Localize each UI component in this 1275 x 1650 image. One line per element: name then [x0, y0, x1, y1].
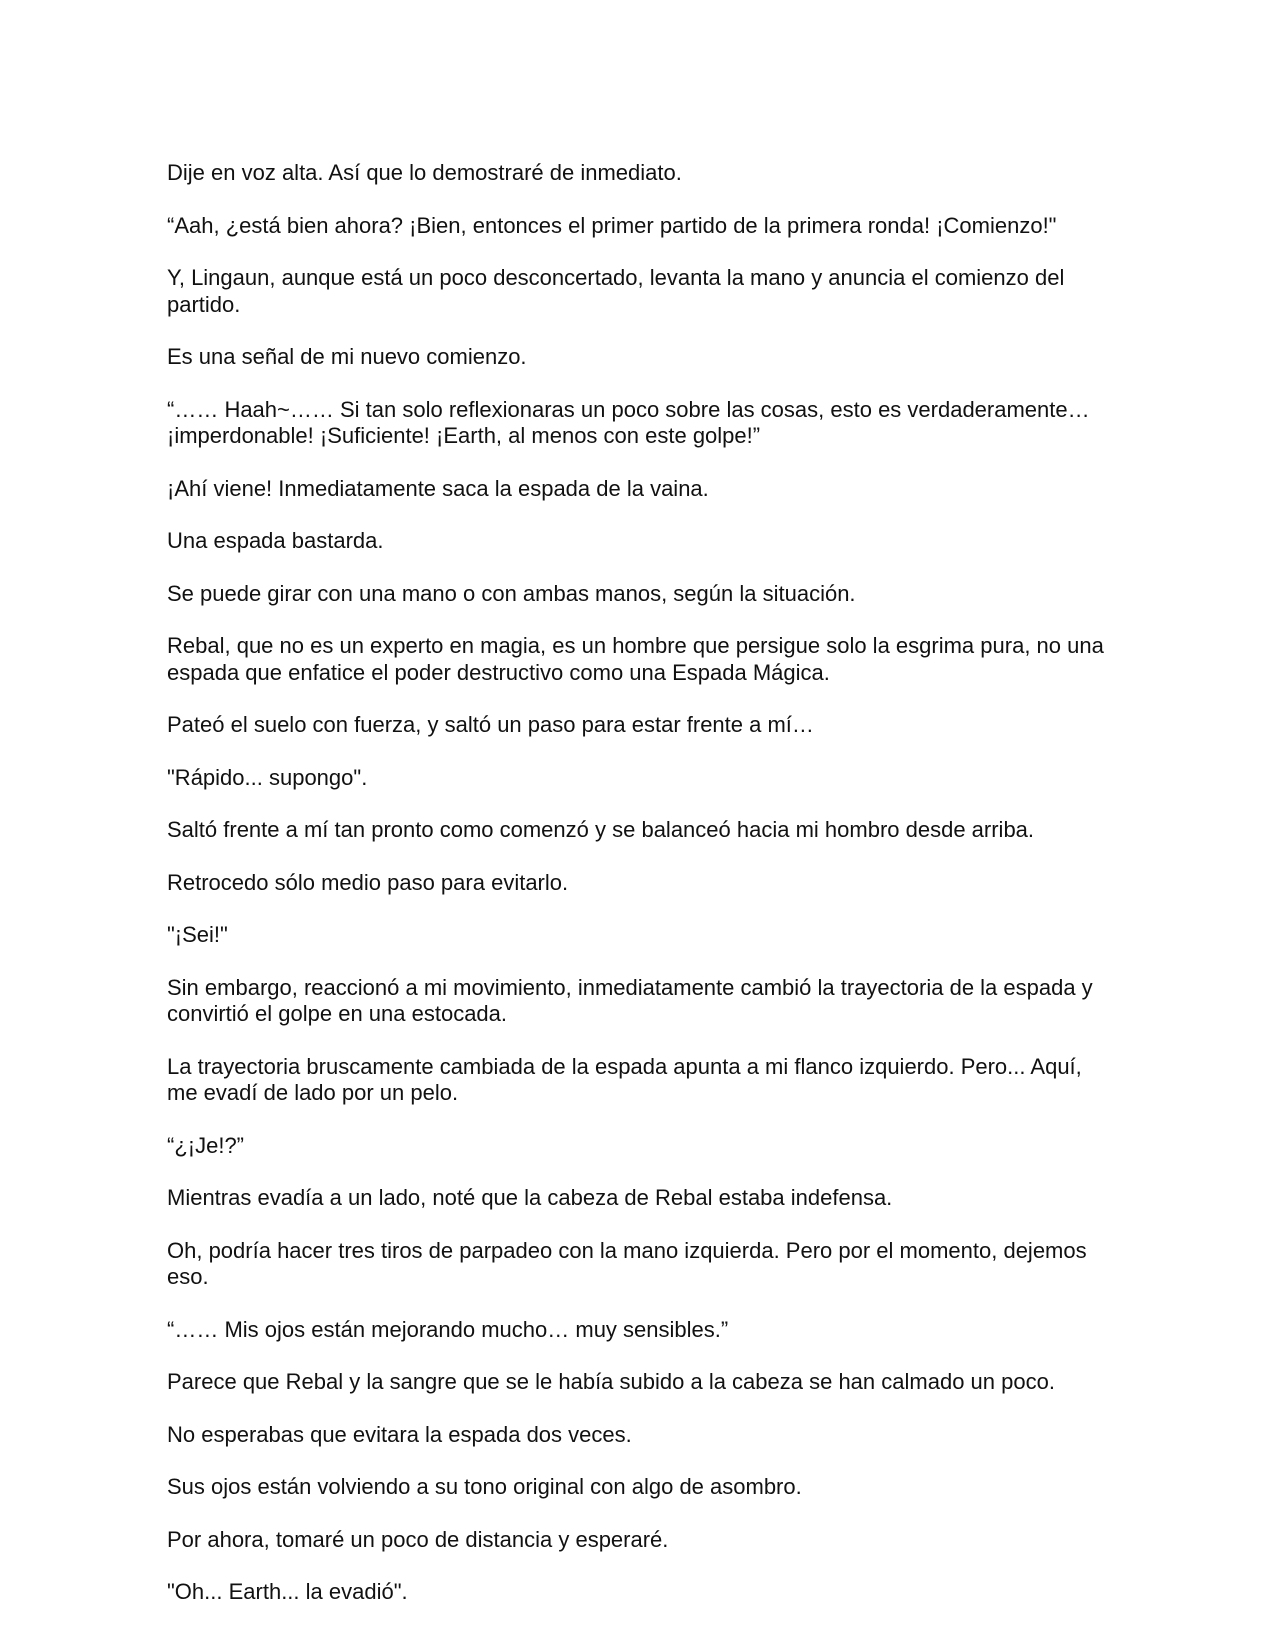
paragraph: Por ahora, tomaré un poco de distancia y esperaré. — [167, 1526, 669, 1552]
paragraph: Se puede girar con una mano o con ambas manos, según la situación. — [167, 580, 856, 606]
paragraph: Dije en voz alta. Así que lo demostraré de inmediato. — [167, 160, 682, 185]
paragraph: ¡Ahí viene! Inmediatamente saca la espada de la vaina. — [167, 475, 709, 501]
paragraph: Mientras evadía a un lado, noté que la cabeza de Rebal estaba indefensa. — [167, 1185, 893, 1210]
paragraph: “Aah, ¿está bien ahora? ¡Bien, entonces el primer partido de la primera ronda! ¡Comienzo!" — [167, 212, 1057, 238]
document-page — [167, 160, 1117, 1632]
paragraph: “…… Haah~…… Si tan solo reflexionaras un poco sobre las cosas, esto es verdaderamente… ¡imperdonable! ¡Suficiente! ¡Earth, al menos con este golpe!” — [167, 396, 1090, 448]
paragraph: Retrocedo sólo medio paso para evitarlo. — [167, 869, 569, 895]
paragraph: Oh, podría hacer tres tiros de parpadeo con la mano izquierda. Pero por el momento, dejemos eso. — [167, 1237, 1087, 1289]
paragraph: “…… Mis ojos están mejorando mucho… muy sensibles.” — [167, 1316, 729, 1342]
paragraph: Sin embargo, reaccionó a mi movimiento, inmediatamente cambió la trayectoria de la espada y convirtió el golpe en una estocada. — [167, 974, 1093, 1026]
paragraph: Es una señal de mi nuevo comienzo. — [167, 344, 527, 369]
paragraph: “¿¡Je!?” — [167, 1132, 244, 1158]
paragraph: Y, Lingaun, aunque está un poco desconcertado, levanta la mano y anuncia el comienzo del partido. — [167, 265, 1065, 317]
paragraph: Sus ojos están volviendo a su tono original con algo de asombro. — [167, 1474, 802, 1499]
paragraph: La trayectoria bruscamente cambiada de la espada apunta a mi flanco izquierdo. Pero... Aquí, me evadí de lado por un pelo. — [167, 1053, 1082, 1105]
paragraph: Saltó frente a mí tan pronto como comenzó y se balanceó hacia mi hombro desde arriba. — [167, 817, 1035, 842]
paragraph: Rebal, que no es un experto en magia, es un hombre que persigue solo la esgrima pura, no una espada que enfatice el poder destructivo como una Espada Mágica. — [167, 633, 1104, 685]
paragraph: Parece que Rebal y la sangre que se le había subido a la cabeza se han calmado un poco. — [167, 1369, 1055, 1394]
paragraph: No esperabas que evitara la espada dos veces. — [167, 1421, 632, 1447]
paragraph: Pateó el suelo con fuerza, y saltó un paso para estar frente a mí… — [167, 712, 814, 737]
paragraph: "Oh... Earth... la evadió". — [167, 1579, 408, 1604]
paragraph: Una espada bastarda. — [167, 528, 384, 553]
paragraph: "¡Sei!" — [167, 922, 228, 947]
paragraph: "Rápido... supongo". — [167, 764, 368, 790]
